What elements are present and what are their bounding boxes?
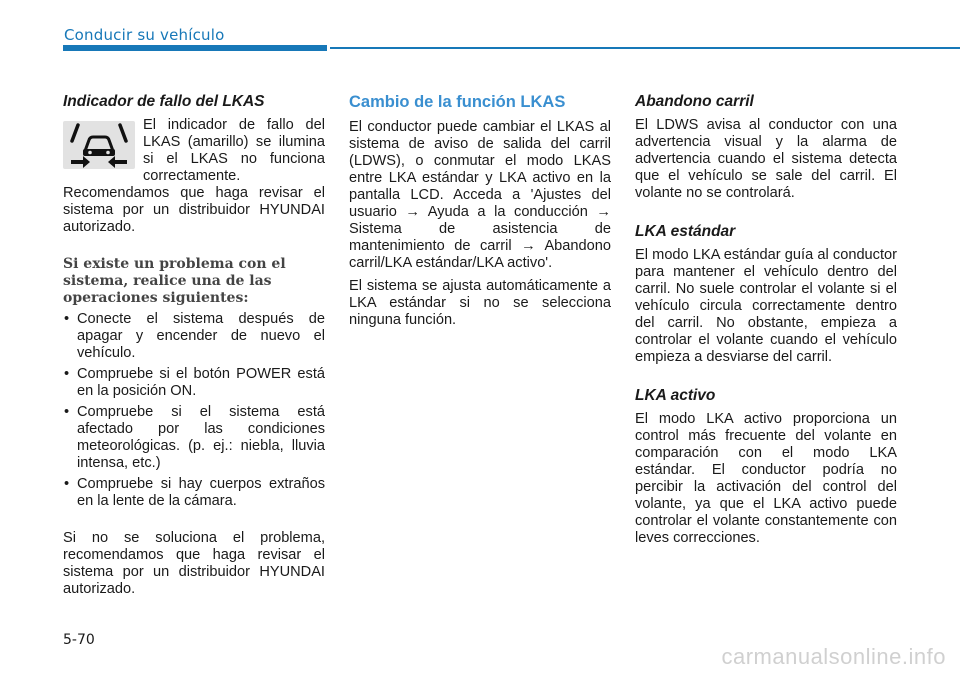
problem-steps-list <box>63 311 325 510</box>
lkas-fault-heading: Indicador de fallo del LKAS <box>63 93 265 110</box>
list-item: • Compruebe si el sistema está afectado por las condiciones meteorológicas. (p. ej.: niebla, lluvia intensa, etc.) <box>63 404 325 472</box>
lkas-default-paragraph: El sistema se ajusta automáticamente a LKA estándar si no se selecciona ninguna función. <box>349 278 611 328</box>
column-middle <box>349 92 611 335</box>
watermark: carmanualsonline.info <box>721 644 946 669</box>
lkas-warning-icon <box>63 121 135 169</box>
lkas-fault-intro: El indicador de fallo del LKAS (amarillo) se ilumina si el LKAS no funciona correctamente. Recomendamos que haga revisar el sistema por un distribuidor HYUNDAI autorizado. <box>63 117 325 235</box>
lane-departure-heading: Abandono carril <box>635 93 754 110</box>
lka-active-heading: LKA activo <box>635 387 716 404</box>
column-left <box>63 92 325 604</box>
lka-standard-text: El modo LKA estándar guía al conductor para mantener el vehículo dentro del carril. No suele controlar el volante si el vehículo circula correctamente dentro del carril. No obstante, empieza a controlar el volante cuando el vehículo empieza a desviarse del carril. <box>635 247 897 365</box>
lka-standard-heading: LKA estándar <box>635 223 736 240</box>
column-right <box>635 92 897 553</box>
problem-subheading: Si existe un problema con el sistema, realice una de las operaciones siguientes: <box>63 256 286 306</box>
list-item: • Compruebe si hay cuerpos extraños en la lente de la cámara. <box>63 476 325 510</box>
list-item: • Conecte el sistema después de apagar y encender de nuevo el vehículo. <box>63 311 325 362</box>
lkas-change-heading: Cambio de la función LKAS <box>349 93 566 111</box>
page-number: 5-70 <box>63 632 95 648</box>
section-title: Conducir su vehículo <box>64 26 225 44</box>
closing-paragraph: Si no se soluciona el problema, recomendamos que haga revisar el sistema por un distribuidor HYUNDAI autorizado. <box>63 530 325 597</box>
header-rule-thin <box>330 47 960 49</box>
list-item: • Compruebe si el botón POWER está en la posición ON. <box>63 366 325 400</box>
lane-departure-text: El LDWS avisa al conductor con una advertencia visual y la alarma de advertencia cuando el sistema detecta que el vehículo se sale del carril. El volante no se controlará. <box>635 117 897 201</box>
header-rule-thick <box>63 45 327 51</box>
lkas-change-paragraph: El conductor puede cambiar el LKAS al sistema de aviso de salida del carril (LDWS), o conmutar el modo LKAS entre LKA estándar y LKA activo en la pantalla LCD. Acceda a 'Ajustes del usuario → Ayuda a la conducción → Sistema de asistencia de mantenimiento de carril → Abandono carril/LKA estándar/LKA activo'. <box>349 119 611 271</box>
lka-active-text: El modo LKA activo proporciona un control más frecuente del volante en comparación con el modo LKA estándar. El conductor podría no percibir la activación del control del volante, ya que el LKA activo puede controlar el volante constantemente con leves correcciones. <box>635 411 897 546</box>
